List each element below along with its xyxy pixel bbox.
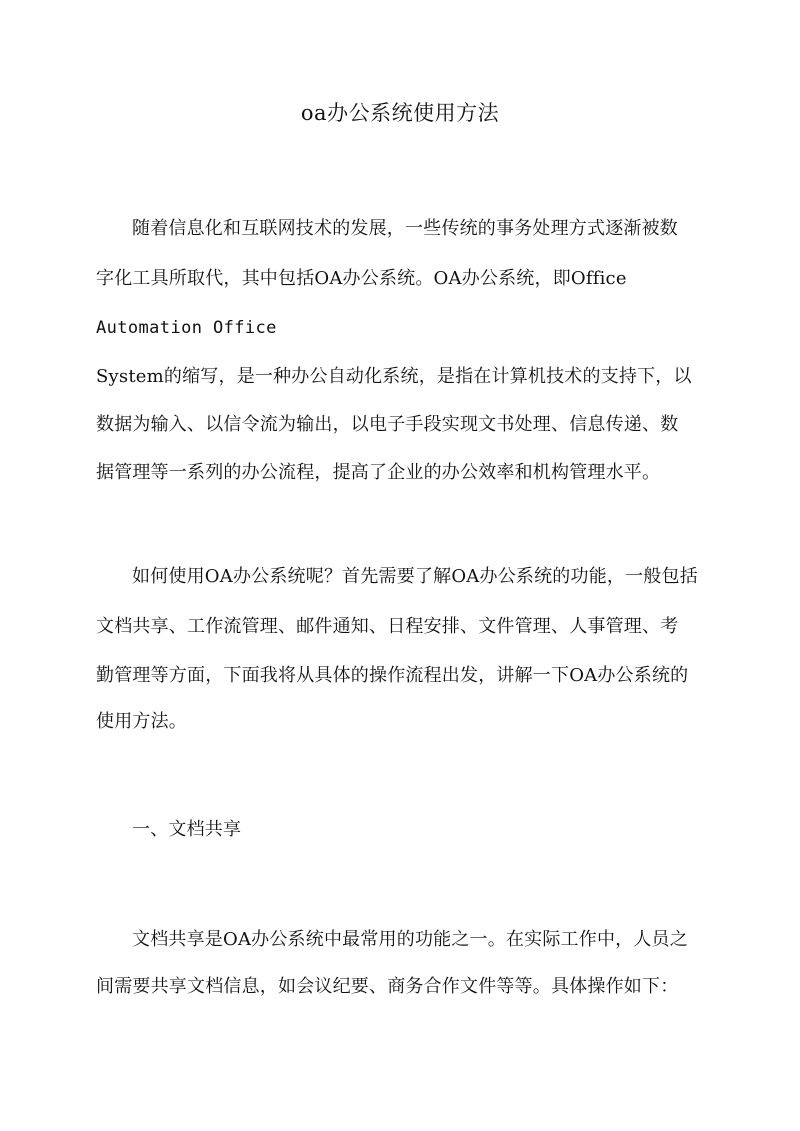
document-title: oa办公系统使用方法 bbox=[300, 101, 500, 125]
paragraph-3-line-1: 文档共享是OA办公系统中最常用的功能之一。在实际工作中，人员之 bbox=[132, 929, 688, 950]
paragraph-1-line-4: System的缩写，是一种办公自动化系统，是指在计算机技术的支持下，以 bbox=[96, 366, 692, 387]
paragraph-1-line-1: 随着信息化和互联网技术的发展，一些传统的事务处理方式逐渐被数 bbox=[132, 218, 678, 239]
paragraph-2-line-4: 使用方法。 bbox=[96, 711, 187, 732]
paragraph-2-line-1: 如何使用OA办公系统呢？首先需要了解OA办公系统的功能，一般包括 bbox=[132, 566, 698, 587]
paragraph-2-line-2: 文档共享、工作流管理、邮件通知、日程安排、文件管理、人事管理、考 bbox=[96, 616, 679, 637]
paragraph-2-line-3: 勤管理等方面，下面我将从具体的操作流程出发，讲解一下OA办公系统的 bbox=[96, 665, 689, 686]
paragraph-1-line-3: Automation Office bbox=[96, 318, 277, 338]
paragraph-1-line-6: 据管理等一系列的办公流程，提高了企业的办公效率和机构管理水平。 bbox=[96, 462, 661, 483]
paragraph-3-line-2: 间需要共享文档信息，如会议纪要、商务合作文件等等。具体操作如下： bbox=[96, 976, 679, 997]
paragraph-1-line-2: 字化工具所取代，其中包括OA办公系统。OA办公系统，即Office bbox=[96, 268, 627, 289]
section-heading: 一、文档共享 bbox=[132, 819, 242, 840]
paragraph-1-line-5: 数据为输入、以信令流为输出，以电子手段实现文书处理、信息传递、数 bbox=[96, 414, 679, 435]
